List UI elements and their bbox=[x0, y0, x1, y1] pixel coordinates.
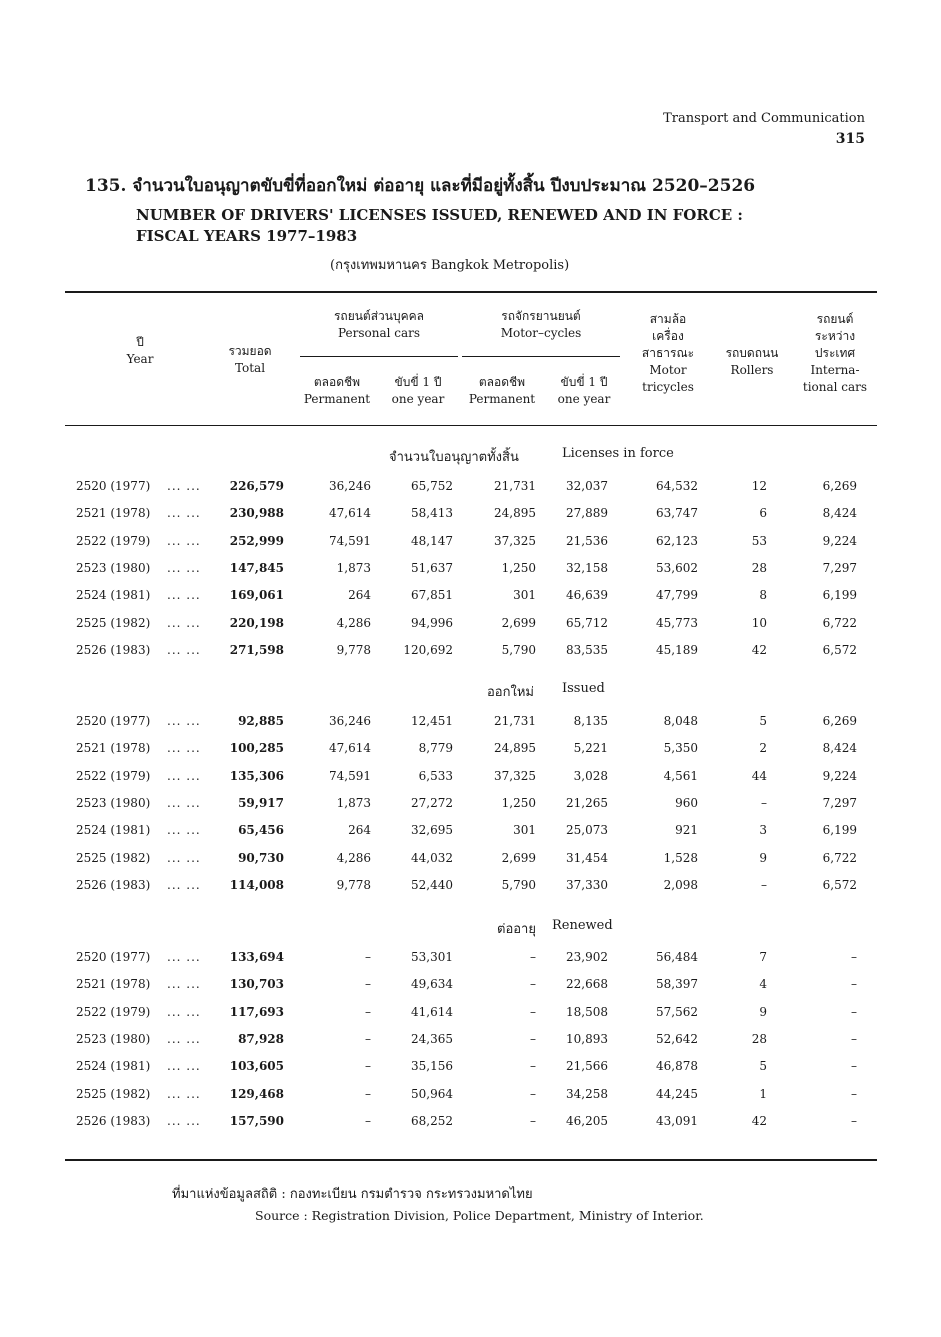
cell-personal-one-year: 41,614 bbox=[411, 1005, 453, 1019]
cell-motorcycle-permanent: – bbox=[530, 1059, 536, 1073]
table-row bbox=[0, 616, 941, 636]
cell-year: 2526 (1983) bbox=[76, 643, 151, 657]
header-year-thai: ปี bbox=[136, 335, 144, 349]
table-row bbox=[0, 741, 941, 761]
table-row bbox=[0, 796, 941, 816]
table-title-english-line1: NUMBER OF DRIVERS' LICENSES ISSUED, RENEWED AND IN FORCE : bbox=[136, 206, 743, 224]
header-international-en-2: tional cars bbox=[802, 380, 868, 394]
leader-dots: ... ... bbox=[167, 741, 201, 755]
cell-personal-permanent: 1,873 bbox=[336, 561, 371, 575]
cell-motorcycle-one-year: 21,566 bbox=[566, 1059, 608, 1073]
cell-rollers: 53 bbox=[751, 534, 767, 548]
cell-total: 220,198 bbox=[229, 616, 284, 630]
cell-personal-permanent: 36,246 bbox=[329, 479, 371, 493]
cell-motor-tricycles: 4,561 bbox=[663, 769, 698, 783]
cell-total: 103,605 bbox=[229, 1059, 284, 1073]
cell-motorcycle-one-year: 31,454 bbox=[566, 851, 608, 865]
cell-motorcycle-permanent: – bbox=[530, 1087, 536, 1101]
page-number: 315 bbox=[835, 131, 865, 147]
cell-personal-permanent: – bbox=[365, 1005, 371, 1019]
cell-motorcycle-one-year: 18,508 bbox=[566, 1005, 608, 1019]
cell-rollers: 3 bbox=[759, 823, 767, 837]
cell-total: 135,306 bbox=[229, 769, 284, 783]
section-label-english: Issued bbox=[562, 681, 605, 696]
header-one-year-thai: ขับขี่ 1 ปี bbox=[394, 375, 442, 389]
cell-rollers: 1 bbox=[759, 1087, 767, 1101]
cell-motor-tricycles: 44,245 bbox=[656, 1087, 698, 1101]
cell-total: 169,061 bbox=[229, 588, 284, 602]
header-year bbox=[100, 334, 180, 368]
leader-dots: ... ... bbox=[167, 616, 201, 630]
cell-rollers: 42 bbox=[751, 643, 767, 657]
cell-personal-one-year: 44,032 bbox=[411, 851, 453, 865]
cell-total: 100,285 bbox=[229, 741, 284, 755]
cell-personal-one-year: 51,637 bbox=[411, 561, 453, 575]
cell-rollers: 9 bbox=[759, 851, 767, 865]
header-one-year-en: one year bbox=[391, 392, 445, 406]
cell-year: 2524 (1981) bbox=[76, 1059, 151, 1073]
cell-international-cars: – bbox=[851, 1087, 857, 1101]
source-note-thai: ที่มาแห่งข้อมูลสถิติ : กองทะเบียน กรมตำรวจ กระทรวงมหาดไทย bbox=[172, 1187, 533, 1202]
cell-year: 2523 (1980) bbox=[76, 1032, 151, 1046]
table-row bbox=[0, 479, 941, 499]
cell-personal-one-year: 24,365 bbox=[411, 1032, 453, 1046]
cell-rollers: 2 bbox=[759, 741, 767, 755]
table-row bbox=[0, 950, 941, 970]
cell-rollers: 28 bbox=[751, 1032, 767, 1046]
header-year-en: Year bbox=[126, 352, 154, 366]
cell-year: 2520 (1977) bbox=[76, 950, 151, 964]
cell-motorcycle-one-year: 46,205 bbox=[566, 1114, 608, 1128]
cell-motorcycle-one-year: 34,258 bbox=[566, 1087, 608, 1101]
personal-cars-underline bbox=[300, 356, 458, 357]
header-motorcycle-permanent bbox=[462, 374, 542, 408]
leader-dots: ... ... bbox=[167, 1032, 201, 1046]
cell-personal-one-year: 50,964 bbox=[411, 1087, 453, 1101]
cell-personal-permanent: – bbox=[365, 1032, 371, 1046]
cell-motor-tricycles: 47,799 bbox=[656, 588, 698, 602]
cell-motorcycle-one-year: 46,639 bbox=[566, 588, 608, 602]
cell-total: 130,703 bbox=[229, 977, 284, 991]
table-row bbox=[0, 769, 941, 789]
cell-personal-permanent: – bbox=[365, 1059, 371, 1073]
cell-motorcycle-one-year: 22,668 bbox=[566, 977, 608, 991]
cell-international-cars: 7,297 bbox=[822, 796, 857, 810]
table-row bbox=[0, 1032, 941, 1052]
header-permanent-thai: ตลอดชีพ bbox=[313, 375, 361, 389]
area-caption: (กรุงเทพมหานคร Bangkok Metropolis) bbox=[330, 258, 570, 273]
cell-rollers: 5 bbox=[759, 714, 767, 728]
leader-dots: ... ... bbox=[167, 878, 201, 892]
section-label-thai: ออกใหม่ bbox=[487, 685, 534, 700]
header-international-en-1: Interna- bbox=[810, 363, 860, 377]
cell-total: 87,928 bbox=[238, 1032, 284, 1046]
cell-motorcycle-one-year: 65,712 bbox=[566, 616, 608, 630]
cell-motor-tricycles: 8,048 bbox=[663, 714, 698, 728]
cell-personal-permanent: – bbox=[365, 977, 371, 991]
table-row bbox=[0, 643, 941, 663]
cell-international-cars: – bbox=[851, 1032, 857, 1046]
cell-motor-tricycles: 58,397 bbox=[656, 977, 698, 991]
header-rollers-en: Rollers bbox=[730, 363, 774, 377]
leader-dots: ... ... bbox=[167, 1059, 201, 1073]
cell-year: 2523 (1980) bbox=[76, 796, 151, 810]
header-international-thai-2: ระหว่าง bbox=[814, 329, 856, 343]
leader-dots: ... ... bbox=[167, 796, 201, 810]
cell-motorcycle-permanent: 301 bbox=[513, 588, 536, 602]
running-head: Transport and Communication bbox=[663, 111, 865, 126]
cell-rollers: 9 bbox=[759, 1005, 767, 1019]
cell-motorcycle-permanent: 2,699 bbox=[501, 851, 536, 865]
cell-motor-tricycles: 921 bbox=[675, 823, 698, 837]
cell-total: 129,468 bbox=[229, 1087, 284, 1101]
cell-year: 2525 (1982) bbox=[76, 616, 151, 630]
leader-dots: ... ... bbox=[167, 714, 201, 728]
leader-dots: ... ... bbox=[167, 823, 201, 837]
cell-international-cars: 7,297 bbox=[822, 561, 857, 575]
cell-international-cars: 6,199 bbox=[822, 588, 857, 602]
table-row bbox=[0, 977, 941, 997]
cell-rollers: 8 bbox=[759, 588, 767, 602]
cell-rollers: 7 bbox=[759, 950, 767, 964]
cell-motor-tricycles: 960 bbox=[675, 796, 698, 810]
cell-total: 157,590 bbox=[229, 1114, 284, 1128]
cell-international-cars: 6,269 bbox=[822, 479, 857, 493]
header-permanent-thai: ตลอดชีพ bbox=[478, 375, 526, 389]
cell-motorcycle-permanent: – bbox=[530, 950, 536, 964]
cell-personal-one-year: 58,413 bbox=[411, 506, 453, 520]
cell-motorcycle-permanent: 21,731 bbox=[494, 479, 536, 493]
cell-personal-one-year: 94,996 bbox=[411, 616, 453, 630]
cell-personal-permanent: 4,286 bbox=[336, 616, 371, 630]
cell-motorcycle-permanent: 1,250 bbox=[501, 561, 536, 575]
header-total-thai: รวมยอด bbox=[228, 344, 272, 358]
cell-personal-one-year: 53,301 bbox=[411, 950, 453, 964]
header-personal-cars-en: Personal cars bbox=[337, 326, 421, 340]
table-row bbox=[0, 1114, 941, 1134]
cell-personal-one-year: 67,851 bbox=[411, 588, 453, 602]
cell-year: 2521 (1978) bbox=[76, 741, 151, 755]
leader-dots: ... ... bbox=[167, 534, 201, 548]
table-row bbox=[0, 1005, 941, 1025]
table-top-rule bbox=[65, 291, 877, 293]
section-label-english: Licenses in force bbox=[562, 446, 674, 461]
leader-dots: ... ... bbox=[167, 479, 201, 493]
section-label-thai: จำนวนใบอนุญาตทั้งสิ้น bbox=[389, 450, 519, 465]
table-row bbox=[0, 506, 941, 526]
cell-motorcycle-permanent: – bbox=[530, 1032, 536, 1046]
cell-motor-tricycles: 43,091 bbox=[656, 1114, 698, 1128]
leader-dots: ... ... bbox=[167, 1005, 201, 1019]
cell-international-cars: 8,424 bbox=[822, 741, 857, 755]
leader-dots: ... ... bbox=[167, 977, 201, 991]
cell-rollers: – bbox=[761, 878, 767, 892]
header-tricycles-en-1: Motor bbox=[649, 363, 687, 377]
cell-motor-tricycles: 57,562 bbox=[656, 1005, 698, 1019]
cell-international-cars: 6,199 bbox=[822, 823, 857, 837]
cell-personal-permanent: 4,286 bbox=[336, 851, 371, 865]
cell-international-cars: 8,424 bbox=[822, 506, 857, 520]
cell-international-cars: 6,572 bbox=[822, 643, 857, 657]
cell-motorcycle-permanent: – bbox=[530, 1114, 536, 1128]
cell-motorcycle-one-year: 32,037 bbox=[566, 479, 608, 493]
cell-motorcycle-permanent: 301 bbox=[513, 823, 536, 837]
cell-personal-permanent: 74,591 bbox=[329, 769, 371, 783]
cell-personal-permanent: 36,246 bbox=[329, 714, 371, 728]
header-tricycles-thai-2: เครื่อง bbox=[652, 329, 684, 343]
cell-motor-tricycles: 46,878 bbox=[656, 1059, 698, 1073]
table-row bbox=[0, 823, 941, 843]
header-personal-cars-thai: รถยนต์ส่วนบุคคล bbox=[333, 309, 425, 323]
header-bottom-rule bbox=[65, 425, 877, 426]
leader-dots: ... ... bbox=[167, 851, 201, 865]
table-row bbox=[0, 878, 941, 898]
cell-personal-permanent: 264 bbox=[348, 823, 371, 837]
cell-personal-permanent: 47,614 bbox=[329, 741, 371, 755]
header-international-cars bbox=[793, 311, 877, 396]
cell-international-cars: 6,572 bbox=[822, 878, 857, 892]
table-row bbox=[0, 851, 941, 871]
cell-motorcycle-permanent: – bbox=[530, 977, 536, 991]
cell-motorcycle-one-year: 21,536 bbox=[566, 534, 608, 548]
cell-personal-permanent: – bbox=[365, 1114, 371, 1128]
cell-motorcycle-one-year: 27,889 bbox=[566, 506, 608, 520]
header-total-en: Total bbox=[234, 361, 266, 375]
cell-personal-permanent: 9,778 bbox=[336, 643, 371, 657]
cell-year: 2521 (1978) bbox=[76, 506, 151, 520]
cell-year: 2520 (1977) bbox=[76, 714, 151, 728]
cell-motor-tricycles: 5,350 bbox=[663, 741, 698, 755]
cell-year: 2524 (1981) bbox=[76, 588, 151, 602]
leader-dots: ... ... bbox=[167, 588, 201, 602]
table-row bbox=[0, 561, 941, 581]
cell-international-cars: 6,269 bbox=[822, 714, 857, 728]
header-personal-cars bbox=[300, 308, 458, 342]
cell-personal-permanent: – bbox=[365, 950, 371, 964]
cell-personal-permanent: 9,778 bbox=[336, 878, 371, 892]
header-rollers-thai: รถบดถนน bbox=[725, 346, 779, 360]
header-personal-one-year bbox=[380, 374, 456, 408]
header-permanent-en: Permanent bbox=[468, 392, 536, 406]
cell-motorcycle-permanent: 5,790 bbox=[501, 643, 536, 657]
cell-year: 2525 (1982) bbox=[76, 1087, 151, 1101]
header-motorcycles-thai: รถจักรยานยนต์ bbox=[501, 309, 581, 323]
header-tricycles-en-2: tricycles bbox=[642, 380, 694, 394]
cell-personal-permanent: – bbox=[365, 1087, 371, 1101]
table-title-english-line2: FISCAL YEARS 1977–1983 bbox=[136, 227, 358, 245]
leader-dots: ... ... bbox=[167, 561, 201, 575]
cell-motor-tricycles: 62,123 bbox=[656, 534, 698, 548]
cell-motorcycle-permanent: 1,250 bbox=[501, 796, 536, 810]
leader-dots: ... ... bbox=[167, 506, 201, 520]
header-motorcycle-one-year bbox=[546, 374, 622, 408]
header-motorcycles-en: Motor–cycles bbox=[500, 326, 582, 340]
section-label-thai: ต่ออายุ bbox=[497, 922, 536, 937]
table-row bbox=[0, 588, 941, 608]
cell-motor-tricycles: 53,602 bbox=[656, 561, 698, 575]
leader-dots: ... ... bbox=[167, 769, 201, 783]
cell-rollers: 10 bbox=[751, 616, 767, 630]
cell-international-cars: – bbox=[851, 950, 857, 964]
cell-personal-one-year: 35,156 bbox=[411, 1059, 453, 1073]
cell-year: 2526 (1983) bbox=[76, 878, 151, 892]
cell-total: 59,917 bbox=[238, 796, 284, 810]
cell-total: 230,988 bbox=[229, 506, 284, 520]
cell-motor-tricycles: 45,773 bbox=[656, 616, 698, 630]
cell-personal-one-year: 68,252 bbox=[411, 1114, 453, 1128]
cell-motorcycle-one-year: 32,158 bbox=[566, 561, 608, 575]
cell-total: 114,008 bbox=[229, 878, 284, 892]
cell-rollers: 12 bbox=[751, 479, 767, 493]
cell-international-cars: 6,722 bbox=[822, 851, 857, 865]
cell-personal-permanent: 47,614 bbox=[329, 506, 371, 520]
cell-personal-one-year: 48,147 bbox=[411, 534, 453, 548]
cell-rollers: 42 bbox=[751, 1114, 767, 1128]
cell-year: 2520 (1977) bbox=[76, 479, 151, 493]
cell-personal-one-year: 52,440 bbox=[411, 878, 453, 892]
cell-motorcycle-one-year: 83,535 bbox=[566, 643, 608, 657]
cell-international-cars: – bbox=[851, 1114, 857, 1128]
table-row bbox=[0, 1087, 941, 1107]
source-note-english: Source : Registration Division, Police Department, Ministry of Interior. bbox=[255, 1208, 704, 1223]
table-row bbox=[0, 1059, 941, 1079]
cell-motor-tricycles: 52,642 bbox=[656, 1032, 698, 1046]
cell-personal-permanent: 74,591 bbox=[329, 534, 371, 548]
cell-international-cars: 6,722 bbox=[822, 616, 857, 630]
cell-total: 252,999 bbox=[229, 534, 284, 548]
cell-year: 2523 (1980) bbox=[76, 561, 151, 575]
cell-year: 2522 (1979) bbox=[76, 769, 151, 783]
cell-international-cars: 9,224 bbox=[822, 534, 857, 548]
cell-rollers: 4 bbox=[759, 977, 767, 991]
section-label-english: Renewed bbox=[552, 918, 613, 933]
cell-personal-one-year: 32,695 bbox=[411, 823, 453, 837]
cell-international-cars: – bbox=[851, 1059, 857, 1073]
cell-year: 2525 (1982) bbox=[76, 851, 151, 865]
header-motorcycles bbox=[462, 308, 620, 342]
cell-motorcycle-permanent: – bbox=[530, 1005, 536, 1019]
header-tricycles-thai-3: สาธารณะ bbox=[641, 346, 695, 360]
cell-personal-one-year: 65,752 bbox=[411, 479, 453, 493]
cell-motorcycle-permanent: 21,731 bbox=[494, 714, 536, 728]
table-bottom-rule bbox=[65, 1159, 877, 1161]
cell-motor-tricycles: 63,747 bbox=[656, 506, 698, 520]
cell-motorcycle-one-year: 8,135 bbox=[573, 714, 608, 728]
header-permanent-en: Permanent bbox=[303, 392, 371, 406]
cell-personal-one-year: 8,779 bbox=[418, 741, 453, 755]
cell-motor-tricycles: 2,098 bbox=[663, 878, 698, 892]
cell-personal-one-year: 6,533 bbox=[418, 769, 453, 783]
cell-motorcycle-one-year: 10,893 bbox=[566, 1032, 608, 1046]
cell-year: 2522 (1979) bbox=[76, 1005, 151, 1019]
cell-personal-one-year: 27,272 bbox=[411, 796, 453, 810]
cell-total: 147,845 bbox=[229, 561, 284, 575]
header-personal-permanent bbox=[300, 374, 374, 408]
cell-personal-one-year: 12,451 bbox=[411, 714, 453, 728]
cell-motorcycle-one-year: 37,330 bbox=[566, 878, 608, 892]
cell-rollers: 6 bbox=[759, 506, 767, 520]
cell-total: 92,885 bbox=[238, 714, 284, 728]
cell-total: 117,693 bbox=[229, 1005, 284, 1019]
cell-international-cars: – bbox=[851, 1005, 857, 1019]
cell-total: 226,579 bbox=[229, 479, 284, 493]
cell-motorcycle-one-year: 23,902 bbox=[566, 950, 608, 964]
cell-motor-tricycles: 1,528 bbox=[663, 851, 698, 865]
cell-motorcycle-permanent: 37,325 bbox=[494, 534, 536, 548]
leader-dots: ... ... bbox=[167, 1114, 201, 1128]
leader-dots: ... ... bbox=[167, 1087, 201, 1101]
cell-motorcycle-permanent: 24,895 bbox=[494, 506, 536, 520]
cell-rollers: 28 bbox=[751, 561, 767, 575]
cell-personal-one-year: 49,634 bbox=[411, 977, 453, 991]
cell-motorcycle-one-year: 3,028 bbox=[573, 769, 608, 783]
header-total bbox=[215, 343, 285, 377]
cell-total: 133,694 bbox=[229, 950, 284, 964]
cell-personal-permanent: 1,873 bbox=[336, 796, 371, 810]
leader-dots: ... ... bbox=[167, 950, 201, 964]
cell-motorcycle-permanent: 5,790 bbox=[501, 878, 536, 892]
cell-motorcycle-one-year: 25,073 bbox=[566, 823, 608, 837]
header-international-thai-3: ประเทศ bbox=[814, 346, 856, 360]
motorcycles-underline bbox=[462, 356, 620, 357]
cell-year: 2526 (1983) bbox=[76, 1114, 151, 1128]
cell-total: 65,456 bbox=[238, 823, 284, 837]
cell-international-cars: – bbox=[851, 977, 857, 991]
header-motor-tricycles bbox=[628, 311, 708, 396]
cell-motorcycle-permanent: 2,699 bbox=[501, 616, 536, 630]
cell-motor-tricycles: 45,189 bbox=[656, 643, 698, 657]
header-international-thai-1: รถยนต์ bbox=[816, 312, 854, 326]
cell-year: 2522 (1979) bbox=[76, 534, 151, 548]
cell-personal-permanent: 264 bbox=[348, 588, 371, 602]
cell-motor-tricycles: 56,484 bbox=[656, 950, 698, 964]
cell-rollers: 5 bbox=[759, 1059, 767, 1073]
header-tricycles-thai-1: สามล้อ bbox=[649, 312, 687, 326]
header-one-year-en: one year bbox=[557, 392, 611, 406]
cell-rollers: 44 bbox=[751, 769, 767, 783]
cell-motor-tricycles: 64,532 bbox=[656, 479, 698, 493]
leader-dots: ... ... bbox=[167, 643, 201, 657]
header-rollers bbox=[715, 345, 789, 379]
cell-motorcycle-one-year: 21,265 bbox=[566, 796, 608, 810]
cell-international-cars: 9,224 bbox=[822, 769, 857, 783]
cell-total: 90,730 bbox=[238, 851, 284, 865]
table-title-thai: 135. จำนวนใบอนุญาตขับขี่ที่ออกใหม่ ต่ออายุ และที่มีอยู่ทั้งสิ้น ปีงบประมาณ 2520–2526 bbox=[85, 176, 756, 196]
table-row bbox=[0, 714, 941, 734]
cell-motorcycle-permanent: 37,325 bbox=[494, 769, 536, 783]
cell-year: 2521 (1978) bbox=[76, 977, 151, 991]
cell-total: 271,598 bbox=[229, 643, 284, 657]
table-row bbox=[0, 534, 941, 554]
cell-personal-one-year: 120,692 bbox=[403, 643, 453, 657]
cell-year: 2524 (1981) bbox=[76, 823, 151, 837]
header-one-year-thai: ขับขี่ 1 ปี bbox=[560, 375, 608, 389]
cell-motorcycle-one-year: 5,221 bbox=[573, 741, 608, 755]
cell-rollers: – bbox=[761, 796, 767, 810]
cell-motorcycle-permanent: 24,895 bbox=[494, 741, 536, 755]
